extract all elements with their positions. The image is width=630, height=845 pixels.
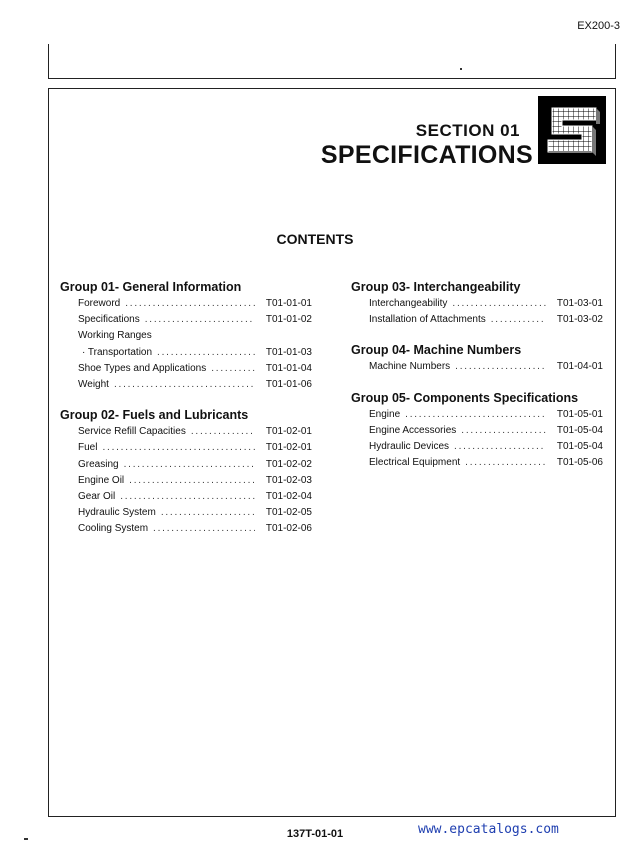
toc-group-title[interactable]: Group 02- Fuels and Lubricants [60, 408, 249, 423]
toc-entry-page-code: T01-05-01 [556, 408, 603, 420]
toc-group [60, 278, 312, 393]
dot-leader [120, 489, 255, 505]
toc-group [351, 341, 603, 375]
toc-entry[interactable] [78, 457, 312, 473]
dot-leader [454, 439, 546, 455]
model-number: EX200-3 [577, 20, 620, 32]
section-s-logo-icon [538, 96, 606, 164]
toc-entry-name: Electrical Equipment [369, 457, 461, 469]
toc-entry-name: Hydraulic System [78, 507, 156, 519]
dot-leader [125, 296, 255, 312]
toc-entry-name: · Transportation [82, 346, 153, 358]
toc-entry-page-code: T01-01-04 [265, 362, 312, 374]
toc-entry-name: Working Ranges [78, 330, 152, 342]
section-title: SPECIFICATIONS [320, 141, 533, 169]
toc-entry-page-code: T01-03-01 [556, 298, 603, 309]
toc-entry-name: Engine Oil [78, 474, 125, 486]
toc-entry-page-code: T01-02-01 [265, 442, 312, 454]
toc-entry-page-code: T01-03-02 [556, 314, 603, 326]
toc-entry[interactable] [78, 521, 312, 537]
watermark-url[interactable]: www.epcatalogs.com [418, 822, 559, 837]
toc-entry-name: Foreword [78, 298, 121, 309]
toc-entry[interactable] [78, 328, 312, 344]
toc-entry[interactable] [369, 312, 603, 328]
toc-group-title[interactable]: Group 03- Interchangeability [351, 280, 521, 294]
toc-entry-page-code: T01-05-04 [556, 440, 603, 452]
dot-leader [161, 505, 255, 521]
toc-entry[interactable] [78, 377, 312, 393]
section-number: SECTION 01 [415, 121, 520, 140]
toc-group-title[interactable]: Group 01- General Information [60, 280, 242, 294]
toc-entry-page-code: T01-02-01 [265, 426, 312, 438]
toc-entry-page-code: T01-02-03 [265, 474, 312, 486]
toc-entry-name: Engine Accessories [369, 424, 457, 436]
toc-entry-name: Cooling System [78, 523, 149, 535]
dot-leader [102, 440, 255, 456]
toc-entry-page-code: T01-05-04 [556, 424, 603, 436]
dot-leader [114, 377, 255, 393]
toc-entry-name: Shoe Types and Applications [78, 362, 207, 374]
toc-entry-name: Gear Oil [78, 490, 116, 502]
toc-entry[interactable] [369, 359, 603, 375]
toc-entry[interactable] [78, 361, 312, 377]
dot-leader [191, 424, 255, 440]
contents-heading: CONTENTS [276, 231, 354, 247]
toc-entry-page-code: T01-01-02 [265, 314, 312, 326]
header-frame [48, 44, 616, 79]
toc-entry-name: Hydraulic Devices [369, 440, 450, 452]
dot-leader [491, 312, 546, 328]
toc-entry-name: Service Refill Capacities [78, 426, 186, 438]
toc-entry-page-code: T01-01-03 [265, 346, 312, 358]
page-code: 137T-01-01 [286, 828, 344, 840]
dot-leader [129, 473, 255, 489]
toc-column-left [60, 278, 312, 550]
dot-leader [405, 407, 546, 423]
dot-leader [452, 296, 546, 312]
toc-entry[interactable] [82, 345, 312, 361]
toc-entry-name: Fuel [78, 442, 98, 454]
toc-group [351, 278, 603, 328]
toc-entry[interactable] [78, 424, 312, 440]
toc-entry-page-code: T01-02-04 [265, 490, 312, 502]
toc-entry-name: Weight [78, 378, 109, 390]
dot-leader [153, 521, 255, 537]
dot-leader [145, 312, 255, 328]
toc-entry-name: Machine Numbers [369, 361, 451, 373]
speck-mark [460, 68, 462, 70]
toc-entry[interactable] [78, 312, 312, 328]
toc-entry-name: Installation of Attachments [369, 314, 486, 326]
corner-mark [24, 838, 28, 840]
toc-entry-name: Specifications [78, 314, 140, 326]
dot-leader [157, 345, 255, 361]
toc-entry-page-code: T01-01-01 [265, 298, 312, 309]
dot-leader [461, 423, 546, 439]
toc-entry[interactable] [369, 423, 603, 439]
toc-entry[interactable] [78, 473, 312, 489]
toc-entry-page-code: T01-04-01 [556, 361, 603, 373]
toc-entry-name: Engine [369, 408, 401, 420]
toc-column-right [351, 278, 603, 484]
toc-entry[interactable] [369, 439, 603, 455]
toc-entry[interactable] [369, 407, 603, 423]
dot-leader [455, 359, 546, 375]
dot-leader [465, 455, 546, 471]
toc-entry-page-code: T01-02-05 [265, 507, 312, 519]
toc-group-title[interactable]: Group 05- Components Specifications [351, 390, 579, 405]
dot-leader [211, 361, 255, 377]
toc-entry[interactable] [78, 489, 312, 505]
toc-entry-page-code: T01-05-06 [556, 457, 603, 469]
toc-group-title[interactable]: Group 04- Machine Numbers [351, 343, 522, 358]
dot-leader [124, 457, 255, 473]
toc-entry[interactable] [78, 505, 312, 521]
toc-entry-page-code: T01-02-06 [265, 523, 312, 535]
toc-entry[interactable] [369, 455, 603, 471]
toc-group [351, 389, 603, 472]
toc-entry-page-code: T01-01-06 [265, 378, 312, 390]
toc-group [60, 406, 312, 537]
toc-entry[interactable] [78, 440, 312, 456]
toc-entry[interactable] [369, 296, 603, 312]
toc-entry-page-code: T01-02-02 [265, 458, 312, 470]
toc-entry-name: Greasing [78, 458, 119, 470]
toc-entry-name: Interchangeability [369, 298, 448, 309]
toc-entry[interactable] [78, 296, 312, 312]
